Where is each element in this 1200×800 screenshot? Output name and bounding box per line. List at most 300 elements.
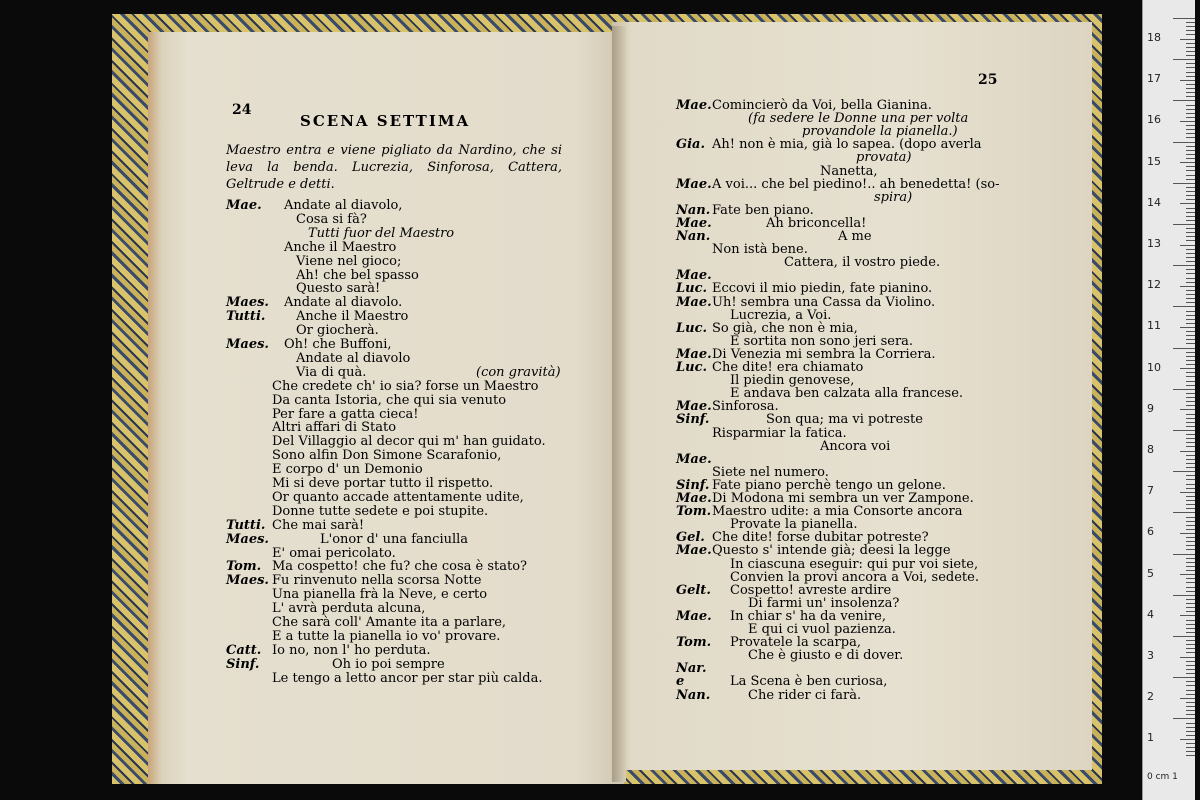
ruler-tick xyxy=(1173,636,1195,637)
ruler-tick xyxy=(1186,541,1195,542)
ruler-tick xyxy=(1186,220,1195,221)
speaker-label: Maes. xyxy=(226,337,269,352)
script-line: Che sarà coll' Amante ita a parlare, xyxy=(272,615,507,630)
ruler-tick xyxy=(1173,224,1195,225)
ruler-tick xyxy=(1180,203,1195,204)
book-gutter xyxy=(612,26,626,782)
script-line: Andate al diavolo, xyxy=(284,198,403,213)
ruler-number: 14 xyxy=(1147,195,1161,209)
ruler-tick xyxy=(1186,710,1195,711)
script-line: E corpo d' un Demonio xyxy=(272,462,423,478)
ruler-tick xyxy=(1186,517,1195,518)
ruler-tick xyxy=(1186,232,1195,233)
ruler-tick xyxy=(1186,570,1195,571)
ruler-tick xyxy=(1180,492,1195,493)
script-line: In ciascuna eseguir: qui pur voi siete, xyxy=(730,556,979,572)
ruler-tick xyxy=(1173,677,1195,678)
speaker-label: Luc. xyxy=(676,360,708,375)
speaker-label: Mae. xyxy=(676,176,712,192)
ruler-tick xyxy=(1186,727,1195,728)
ruler-tick xyxy=(1186,294,1195,295)
ruler-tick xyxy=(1186,488,1195,489)
speaker-label: Mae. xyxy=(676,268,712,284)
ruler-tick xyxy=(1186,422,1195,423)
ruler-tick xyxy=(1186,154,1195,155)
script-line: (fa sedere le Donne una per volta xyxy=(748,111,969,127)
ruler-tick xyxy=(1186,26,1195,27)
script-line: Che dite! era chiamato xyxy=(712,360,864,375)
ruler-tick xyxy=(1186,187,1195,188)
ruler-tick xyxy=(1180,368,1195,369)
ruler-tick xyxy=(1186,208,1195,209)
script-line: Uh! sembra una Cassa da Violino. xyxy=(712,294,936,310)
script-line: Le tengo a letto ancor per star più calda. xyxy=(272,670,543,686)
ruler-tick xyxy=(1186,125,1195,126)
speaker-label: Luc. xyxy=(676,320,708,336)
script-line: Provate la pianella. xyxy=(730,517,858,533)
script-line: provata) xyxy=(856,150,912,166)
speaker-label: Mae. xyxy=(676,215,712,231)
ruler-tick xyxy=(1186,323,1195,324)
ruler-tick xyxy=(1186,216,1195,217)
ruler-tick xyxy=(1180,245,1195,246)
script-line: Andate al diavolo xyxy=(296,350,411,366)
script-line: Oh io poi sempre xyxy=(332,656,445,672)
ruler-tick xyxy=(1186,109,1195,110)
ruler-tick xyxy=(1186,240,1195,241)
ruler-tick xyxy=(1186,665,1195,666)
ruler-tick xyxy=(1186,632,1195,633)
ruler-tick xyxy=(1186,269,1195,270)
ruler-tick xyxy=(1186,47,1195,48)
ruler-tick xyxy=(1186,352,1195,353)
script-line: Sono alfin Don Simone Scarafonio, xyxy=(272,448,502,464)
ruler-tick xyxy=(1186,690,1195,691)
ruler-tick xyxy=(1186,249,1195,250)
ruler-tick xyxy=(1186,463,1195,464)
speaker-label: Catt. xyxy=(226,642,262,658)
speaker-label: Nan. xyxy=(676,229,711,244)
ruler-tick xyxy=(1186,459,1195,460)
ruler-tick xyxy=(1186,51,1195,52)
ruler-tick xyxy=(1186,731,1195,732)
script-line: Risparmiar la fatica. xyxy=(712,425,847,441)
ruler-tick xyxy=(1186,525,1195,526)
ruler-tick xyxy=(1186,500,1195,501)
ruler-tick xyxy=(1186,706,1195,707)
script-line: Nanetta, xyxy=(820,163,878,179)
script-line: Che mai sarà! xyxy=(272,517,365,533)
ruler-tick xyxy=(1186,405,1195,406)
ruler-tick xyxy=(1173,512,1195,513)
ruler-tick xyxy=(1180,615,1195,616)
script-line: Il piedin genovese, xyxy=(730,373,855,389)
script-line: spira) xyxy=(874,189,913,205)
script-line: Or quanto accade attentamente udite, xyxy=(272,489,524,505)
script-line: In chiar s' ha da venire, xyxy=(730,608,886,624)
speaker-label: Maes. xyxy=(226,295,269,311)
ruler-tick xyxy=(1186,191,1195,192)
script-line: Andate al diavolo. xyxy=(284,295,403,311)
speaker-label: Mae. xyxy=(676,294,712,310)
ruler-tick xyxy=(1186,599,1195,600)
ruler-tick xyxy=(1186,311,1195,312)
scene-title: SCENA SETTIMA xyxy=(300,112,471,130)
speaker-label: Gel. xyxy=(676,530,705,546)
ruler-tick xyxy=(1186,587,1195,588)
ruler-tick xyxy=(1186,624,1195,625)
speaker-label: Sinf. xyxy=(226,656,260,672)
ruler-tick xyxy=(1180,698,1195,699)
script-line: Eccovi il mio piedin, fate pianino. xyxy=(712,281,933,297)
script-line: Viene nel gioco; xyxy=(296,253,402,269)
ruler-tick xyxy=(1186,558,1195,559)
speaker-label: Maes. xyxy=(226,573,269,589)
ruler-tick xyxy=(1186,150,1195,151)
ruler-tick xyxy=(1186,381,1195,382)
ruler-tick xyxy=(1173,265,1195,266)
ruler-tick xyxy=(1173,348,1195,349)
ruler-tick xyxy=(1186,30,1195,31)
ruler-tick xyxy=(1173,595,1195,596)
speaker-label: Tom. xyxy=(676,504,712,520)
script-line: Cattera, il vostro piede. xyxy=(784,255,941,271)
ruler-tick xyxy=(1173,18,1195,19)
ruler-tick xyxy=(1180,409,1195,410)
ruler-tick xyxy=(1186,67,1195,68)
ruler-tick xyxy=(1186,339,1195,340)
ruler-tick xyxy=(1186,640,1195,641)
speaker-label: Tom. xyxy=(226,559,262,575)
ruler-tick xyxy=(1186,335,1195,336)
script-line: Io no, non l' ho perduta. xyxy=(272,642,431,658)
script-line: Ah! che bel spasso xyxy=(296,267,419,283)
speaker-label: Mae. xyxy=(676,399,712,415)
ruler-tick xyxy=(1186,105,1195,106)
ruler-tick xyxy=(1186,356,1195,357)
script-line: E a tutte la pianella io vo' provare. xyxy=(272,628,501,644)
ruler-tick xyxy=(1186,393,1195,394)
ruler-tick xyxy=(1180,533,1195,534)
ruler-number: 9 xyxy=(1147,401,1154,415)
ruler-tick xyxy=(1186,113,1195,114)
ruler-number: 18 xyxy=(1147,31,1161,44)
script-line: Cosa si fà? xyxy=(296,211,367,227)
ruler-tick xyxy=(1186,747,1195,748)
ruler-tick xyxy=(1180,574,1195,575)
ruler-number: 17 xyxy=(1147,72,1161,86)
ruler-tick xyxy=(1186,253,1195,254)
ruler-tick xyxy=(1186,278,1195,279)
ruler-tick xyxy=(1186,652,1195,653)
script-line: Lucrezia, a Voi. xyxy=(730,307,832,323)
ruler-tick xyxy=(1186,84,1195,85)
ruler-number: 2 xyxy=(1147,690,1154,704)
script-line: Tutti fuor del Maestro xyxy=(308,225,455,241)
ruler-tick xyxy=(1186,385,1195,386)
ruler-tick xyxy=(1186,158,1195,159)
ruler-tick xyxy=(1186,63,1195,64)
speaker-label: Mae. xyxy=(676,346,712,362)
ruler-tick xyxy=(1186,644,1195,645)
speaker-label: Sinf. xyxy=(676,477,710,493)
speaker-label: Gia. xyxy=(676,137,705,153)
script-line: Ah briconcella! xyxy=(766,215,867,231)
ruler-tick xyxy=(1186,236,1195,237)
script-line: Anche il Maestro xyxy=(284,239,397,255)
script-line: Donne tutte sedete e poi stupite. xyxy=(272,503,489,519)
script-line: Provatele la scarpa, xyxy=(730,635,861,651)
ruler-tick xyxy=(1186,446,1195,447)
ruler-tick xyxy=(1180,80,1195,81)
ruler-tick xyxy=(1186,360,1195,361)
script-line: Per fare a gatta cieca! xyxy=(272,406,419,422)
ruler-tick xyxy=(1186,319,1195,320)
stage-note: (con gravità) xyxy=(476,364,561,380)
ruler-tick xyxy=(1186,661,1195,662)
script-line: Di farmi un' insolenza? xyxy=(748,595,900,611)
ruler-tick xyxy=(1186,43,1195,44)
script-line: Non istà bene. xyxy=(712,242,808,258)
ruler-tick xyxy=(1186,146,1195,147)
script-line: L' avrà perduta alcuna, xyxy=(272,601,426,617)
script-line: Fate piano perchè tengo un gelone. xyxy=(712,477,946,493)
ruler-tick xyxy=(1186,76,1195,77)
ruler-tick xyxy=(1186,743,1195,744)
ruler-tick xyxy=(1186,566,1195,567)
script-line: Or giocherà. xyxy=(296,323,379,339)
script-line: E' omai pericolato. xyxy=(272,545,396,561)
ruler-tick xyxy=(1186,681,1195,682)
ruler-tick xyxy=(1180,162,1195,163)
ruler-tick xyxy=(1186,376,1195,377)
ruler-number: 8 xyxy=(1147,443,1154,456)
ruler-tick xyxy=(1186,628,1195,629)
speaker-label: Tutti. xyxy=(226,517,266,533)
ruler-tick xyxy=(1186,607,1195,608)
script-line: Che credete ch' io sia? forse un Maestro xyxy=(272,378,539,394)
script-line: Convien la provi ancora a Voi, sedete. xyxy=(730,569,979,585)
speaker-label: Mae. xyxy=(676,491,712,506)
ruler-tick xyxy=(1186,591,1195,592)
ruler-tick xyxy=(1186,72,1195,73)
ruler-tick xyxy=(1186,34,1195,35)
ruler-number: 12 xyxy=(1147,278,1161,292)
script-line: Questo sarà! xyxy=(296,281,381,297)
ruler-tick xyxy=(1186,228,1195,229)
ruler-tick xyxy=(1186,484,1195,485)
ruler-tick xyxy=(1173,389,1195,390)
ruler-tick xyxy=(1186,545,1195,546)
ruler-tick xyxy=(1186,529,1195,530)
script-line: Ma cospetto! che fu? che cosa è stato? xyxy=(272,559,528,575)
ruler-tick xyxy=(1186,504,1195,505)
ruler-number: 5 xyxy=(1147,566,1154,580)
ruler-tick xyxy=(1186,723,1195,724)
script-line: E qui ci vuol pazienza. xyxy=(748,622,896,637)
ruler-tick xyxy=(1186,401,1195,402)
speaker-label: Tom. xyxy=(676,635,712,651)
ruler-tick xyxy=(1180,657,1195,658)
ruler-tick xyxy=(1186,603,1195,604)
script-line: Son qua; ma vi potreste xyxy=(766,412,923,428)
script-line: Fate ben piano. xyxy=(712,202,814,218)
ruler-tick xyxy=(1186,496,1195,497)
script-line: Anche il Maestro xyxy=(296,309,409,325)
ruler-tick xyxy=(1186,92,1195,93)
ruler-number: 10 xyxy=(1147,360,1161,374)
ruler-tick xyxy=(1186,438,1195,439)
script-line: Di Venezia mi sembra la Corriera. xyxy=(712,346,936,362)
speaker-label: Mae. xyxy=(676,451,712,467)
ruler-tick xyxy=(1173,718,1195,719)
ruler-tick xyxy=(1186,648,1195,649)
ruler-tick xyxy=(1180,451,1195,452)
ruler-tick xyxy=(1186,290,1195,291)
ruler-tick xyxy=(1186,434,1195,435)
script-line: Una pianella frà la Neve, e certo xyxy=(272,587,488,603)
script-line: Maestro udite: a mia Consorte ancora xyxy=(712,504,963,520)
speaker-label: Luc. xyxy=(676,281,708,297)
ruler-tick xyxy=(1186,129,1195,130)
ruler-tick xyxy=(1186,426,1195,427)
ruler-tick xyxy=(1186,755,1195,756)
ruler-tick xyxy=(1180,39,1195,40)
ruler-tick xyxy=(1173,142,1195,143)
ruler-tick xyxy=(1186,88,1195,89)
script-line: Questo s' intende già; deesi la legge xyxy=(712,543,951,559)
script-line: A voi... che bel piedino!.. ah benedetta! (so- xyxy=(712,176,1000,192)
script-line: Ancora voi xyxy=(820,438,891,454)
stage-direction: Maestro entra e viene pigliato da Nardino, che si leva la benda. Lucrezia, Sinforosa, Cattera, Geltrude e detti. xyxy=(226,143,562,192)
script-line: Sinforosa. xyxy=(712,399,779,415)
ruler-tick xyxy=(1186,199,1195,200)
ruler-tick xyxy=(1186,418,1195,419)
speaker-label: Tutti. xyxy=(226,309,266,325)
ruler-tick xyxy=(1186,212,1195,213)
ruler-number: 1 xyxy=(1147,731,1154,745)
ruler-tick xyxy=(1186,735,1195,736)
ruler-number: 7 xyxy=(1147,484,1154,498)
speaker-label: Mae. xyxy=(676,543,712,559)
speaker-label: Mae. xyxy=(676,98,712,113)
ruler-tick xyxy=(1186,195,1195,196)
ruler-tick xyxy=(1186,343,1195,344)
ruler-tick xyxy=(1186,508,1195,509)
left-page-number: 24 xyxy=(232,102,252,118)
script-line: So già, che non è mia, xyxy=(712,320,858,336)
ruler-tick xyxy=(1186,702,1195,703)
script-line: Fu rinvenuto nella scorsa Notte xyxy=(272,573,482,589)
speaker-label: Sinf. xyxy=(676,412,710,428)
script-line: Che dite! forse dubitar potreste? xyxy=(712,530,929,546)
script-line: Comincierò da Voi, bella Gianina. xyxy=(712,98,932,113)
script-line: Altri affari di Stato xyxy=(272,420,397,436)
speaker-label: Gelt. xyxy=(676,582,711,598)
script-line: Che rider ci farà. xyxy=(748,687,862,703)
ruler-tick xyxy=(1186,549,1195,550)
ruler-tick xyxy=(1186,315,1195,316)
ruler-number: 4 xyxy=(1147,607,1154,621)
speaker-label: e xyxy=(676,674,685,690)
script-line: A me xyxy=(838,229,872,244)
ruler-tick xyxy=(1186,611,1195,612)
ruler-tick xyxy=(1186,137,1195,138)
ruler-tick xyxy=(1173,100,1195,101)
ruler-tick xyxy=(1186,578,1195,579)
measurement-ruler xyxy=(1142,0,1195,800)
script-line: Da canta Istoria, che qui sia venuto xyxy=(272,392,507,408)
ruler-tick xyxy=(1186,175,1195,176)
script-line: Via di quà. xyxy=(296,364,367,380)
ruler-number: 16 xyxy=(1147,113,1161,127)
ruler-tick xyxy=(1173,183,1195,184)
script-line: Del Villaggio al decor qui m' han guidato. xyxy=(272,434,546,450)
ruler-number: 3 xyxy=(1147,649,1154,662)
ruler-tick xyxy=(1186,562,1195,563)
ruler-tick xyxy=(1173,306,1195,307)
ruler-tick xyxy=(1186,467,1195,468)
ruler-tick xyxy=(1186,669,1195,670)
script-line: Di Modona mi sembra un ver Zampone. xyxy=(712,491,974,506)
ruler-tick xyxy=(1186,685,1195,686)
ruler-number: 6 xyxy=(1147,525,1154,539)
script-line: provandole la pianella.) xyxy=(802,124,958,140)
speaker-label: Mae. xyxy=(676,608,712,624)
ruler-tick xyxy=(1186,442,1195,443)
ruler-tick xyxy=(1180,286,1195,287)
ruler-tick xyxy=(1180,327,1195,328)
ruler-tick xyxy=(1180,121,1195,122)
ruler-tick xyxy=(1186,179,1195,180)
ruler-tick xyxy=(1186,55,1195,56)
ruler-tick xyxy=(1186,537,1195,538)
ruler-tick xyxy=(1186,298,1195,299)
ruler-tick xyxy=(1186,96,1195,97)
ruler-tick xyxy=(1186,170,1195,171)
ruler-tick xyxy=(1186,282,1195,283)
speaker-label: Maes. xyxy=(226,531,269,547)
ruler-tick xyxy=(1186,372,1195,373)
speaker-label: Nan. xyxy=(676,202,711,218)
ruler-tick xyxy=(1186,479,1195,480)
script-line: La Scena è ben curiosa, xyxy=(730,674,888,690)
ruler-tick xyxy=(1186,257,1195,258)
speaker-label: Nan. xyxy=(676,687,711,703)
script-line: Mi si deve portar tutto il rispetto. xyxy=(272,476,494,491)
ruler-tick xyxy=(1186,117,1195,118)
ruler-tick xyxy=(1173,554,1195,555)
ruler-tick xyxy=(1186,166,1195,167)
ruler-tick xyxy=(1186,475,1195,476)
ruler-tick xyxy=(1186,364,1195,365)
ruler-tick xyxy=(1186,302,1195,303)
ruler-tick xyxy=(1180,739,1195,740)
script-line: Oh! che Buffoni, xyxy=(284,337,392,352)
right-page-number: 25 xyxy=(978,72,998,88)
ruler-tick xyxy=(1186,414,1195,415)
ruler-number: 15 xyxy=(1147,154,1161,168)
ruler-tick xyxy=(1186,673,1195,674)
ruler-tick xyxy=(1173,471,1195,472)
ruler-tick xyxy=(1186,714,1195,715)
ruler-tick xyxy=(1186,620,1195,621)
ruler-unit: 0 cm 1 xyxy=(1147,772,1178,782)
ruler-tick xyxy=(1186,331,1195,332)
speaker-label: Mae. xyxy=(226,198,262,213)
script-line: Cospetto! avreste ardire xyxy=(730,582,892,598)
ruler-number: 13 xyxy=(1147,237,1161,250)
